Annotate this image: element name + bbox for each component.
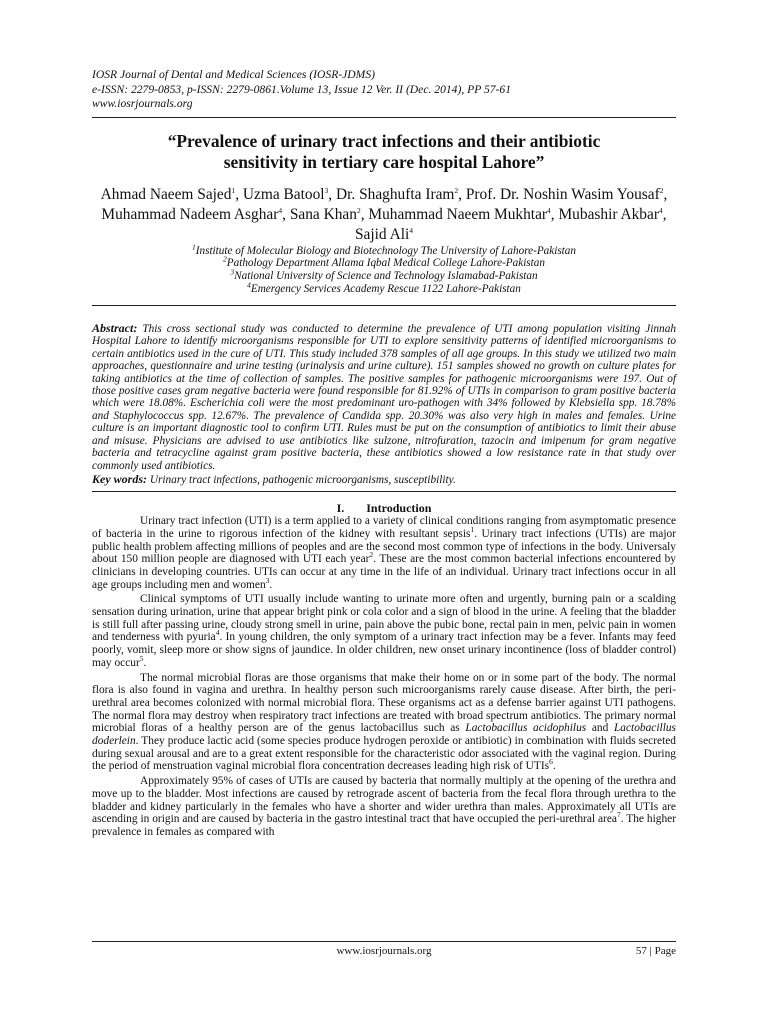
paragraph-text: Urinary tract infection (UTI) is a term applied to a variety of clinical conditions ranging from asymptomatic presence of bacteria in the urine to rigorous infection of the kidney with resultant sepsis xyxy=(92,515,676,540)
paragraph-text: . In young children, the only symptom of a urinary tract infection may be a fever. Infants may feed poorly, vomit, sleep more or show signs of jaundice. In older children, new onset urinary incontinence (loss of bladder control) may occur xyxy=(92,631,676,669)
author-name: Prof. Dr. Noshin Wasim Yousaf xyxy=(465,185,660,203)
affiliation-marker: 2 xyxy=(223,254,227,264)
footer-url: www.iosrjournals.org xyxy=(336,945,432,957)
journal-site: www.iosrjournals.org xyxy=(92,97,193,110)
keywords xyxy=(92,473,676,487)
affiliation-text: Emergency Services Academy Rescue 1122 Lahore-Pakistan xyxy=(250,282,521,295)
species-name: Lactobacillus acidophilus xyxy=(465,722,587,735)
author-affiliation-marker: 4 xyxy=(658,205,663,215)
affiliation-line xyxy=(92,241,676,258)
author-name: Muhammad Nadeem Asghar xyxy=(101,205,279,223)
introduction-body xyxy=(92,515,676,839)
affiliation-line xyxy=(92,280,676,296)
journal-header xyxy=(92,68,676,112)
paragraph-text: and xyxy=(586,722,614,735)
author-name: Dr. Shaghufta Iram xyxy=(336,185,455,203)
citation-marker: 6 xyxy=(549,757,553,767)
section-number: I. xyxy=(336,501,345,516)
abstract-label: Abstract: xyxy=(92,320,138,335)
author-affiliation-marker: 2 xyxy=(454,185,459,195)
header-rule xyxy=(92,117,676,118)
paragraph-text: Approximately 95% of cases of UTIs are caused by bacteria that normally multiply at the opening of the urethra and move up to the bladder. Most infections are caused by retrograde ascent of bacteria from the fecal flora through urethra to the bladder and kidney particularly in the females who have a shorter and wider urethra than males. Approximately all UTIs are ascending in origin and are caused by bacteria in the gastro intestinal tract that have occupied the peri-urethral area xyxy=(92,775,676,826)
paragraph-text: The normal microbial floras are those organisms that make their home on or in some part of the body. The normal flora is also found in vagina and urethra. In healthy person such microorganisms rarely cause disease. After birth, the peri-urethral area becomes colonized with normal microbial flora. These organisms act as a defense barrier against UTI pathogens. The normal flora may destroy when respiratory tract infections are treated with broad spectrum antibiotics. The primary normal microbial floras of a healthy person are of the genus lactobacillus such as xyxy=(92,671,676,735)
author-affiliation-marker: 2 xyxy=(659,185,664,195)
title-line-1: “Prevalence of urinary tract infections and their antibiotic xyxy=(167,130,601,151)
footer-page-number: 57 | Page xyxy=(635,945,676,957)
journal-issn: e-ISSN: 2279-0853, p-ISSN: 2279-0861.Volume 13, Issue 12 Ver. II (Dec. 2014), PP 57-61 xyxy=(92,82,512,96)
citation-marker: 3 xyxy=(265,575,270,585)
author-name: Mubashir Akbar xyxy=(558,205,659,223)
author-affiliation-marker: 4 xyxy=(547,205,551,215)
paragraph-text: . These are the most common bacterial infections encountered by clinicians in developing countries. UTIs can occur at any time in the life of an individual. Urinary tract infections occur in all age groups including men and women xyxy=(92,553,676,591)
affiliation-text: National University of Science and Technology Islamabad-Pakistan xyxy=(234,270,538,283)
abstract-text: This cross sectional study was conducted to determine the prevalence of UTI among population visiting Jinnah Hospital Lahore to identify microorganisms responsible for UTI to explore sensitivity patterns of identified microorganisms to certain antibiotics used in the cure of UTI. This study included 378 samples of all age groups. In this study we utilized two main approaches, questionnaire and urine testing (urinalysis and urine culture). 151 samples showed no growth on culture plates for taking antibiotics at the time of collection of samples. The positive samples for pathogenic microorganisms were 197. Out of those positive cases gram negative bacteria were found responsible for 81.92% of UTIs in comparison to gram positive bacteria which were 18.08%. Escherichia coli were the most predominant uro-pathogen with 34% followed by Klebsiella spp. 18.78% and Staphylococcus spp. 12.67%. The prevalence of Candida spp. 20.30% was also very high in males and females. Urine culture is an important diagnostic tool to confirm UTI. Rules must be put on the consumption of antibiotics to limit their abuse and misuse. Physicians are advised to use antibiotics like sulzone, nitrofuration, tazocin and imipenum for gram negative bacteria and tetracycline against gram positive bacteria, these antibiotics showed a low resistance rate in that study over commonly used antibiotics. xyxy=(92,322,677,472)
body-paragraph xyxy=(92,515,676,591)
paper-title xyxy=(92,131,676,174)
citation-marker: 1 xyxy=(470,525,475,535)
paragraph-text: . xyxy=(143,656,147,669)
affiliation-text: Institute of Molecular Biology and Biotechnology The University of Lahore-Pakistan xyxy=(195,244,576,257)
keywords-rule xyxy=(92,491,676,492)
author-affiliation-marker: 4 xyxy=(278,205,283,215)
affiliation-rule xyxy=(92,305,676,306)
author-name: Muhammad Naeem Mukhtar xyxy=(368,205,548,223)
paragraph-text: . Urinary tract infections (UTIs) are major public health problem affecting millions of peoples and are the second most common type of infections in the body. Universaly about 150 million people are diagnosed with UTI each year xyxy=(92,527,676,566)
section-title: Introduction xyxy=(366,501,432,516)
body-paragraph xyxy=(92,593,676,669)
citation-marker: 4 xyxy=(215,628,220,638)
affiliation-marker: 1 xyxy=(192,241,196,251)
page-footer xyxy=(92,941,676,959)
paper-page xyxy=(92,68,676,839)
affiliation-line xyxy=(92,267,676,283)
paragraph-text: Clinical symptoms of UTI usually include wanting to urinate more often and urgently, burning pain or a scalding sensation during urination, urine that appear bright pink or cola color and a sign of blood in the urine. A feeling that the bladder is still full after passing urine, cloudy strong smell in urine, pain above the pubic bone, rectal pain in men, pelvic pain in women and tenderness with pyuria xyxy=(92,593,676,644)
body-paragraph xyxy=(92,775,676,839)
paragraph-text: . The higher prevalence in females as compared with xyxy=(92,813,676,838)
species-name: Lactobacillus doderlein xyxy=(92,722,676,748)
body-paragraph xyxy=(92,672,676,774)
keywords-label: Key words: xyxy=(92,472,147,487)
citation-marker: 7 xyxy=(616,810,621,820)
citation-marker: 2 xyxy=(369,550,374,560)
author-affiliation-marker: 4 xyxy=(409,225,414,235)
author-list: Ahmad Naeem Sajed$^1$, Uzma Batool$^3$, Dr. Shaghufta Iram$^2$, Prof. Dr. Noshin Wasim Yousaf$^2$, Muhammad Nadeem Asghar$^4$, Sana Khan$^2$, Muhammad Naeem Mukhtar$^4$, Mubashir Akbar$^4$, Sajid Ali$^4$ xyxy=(100,185,668,243)
paragraph-text: . xyxy=(552,760,556,773)
affiliation-line xyxy=(92,254,676,270)
author-affiliation-marker: 1 xyxy=(231,185,236,195)
affiliation-marker: 4 xyxy=(247,280,251,290)
citation-marker: 5 xyxy=(139,654,144,664)
author-name: Sana Khan xyxy=(289,205,357,223)
abstract xyxy=(92,322,676,472)
keywords-text: Urinary tract infections, pathogenic microorganisms, susceptibility. xyxy=(149,474,456,487)
title-line-2: sensitivity in tertiary care hospital Lahore” xyxy=(223,152,545,172)
journal-name: IOSR Journal of Dental and Medical Sciences (IOSR-JDMS) xyxy=(92,68,375,81)
author-name: Uzma Batool xyxy=(242,185,325,203)
paragraph-text: . They produce lactic acid (some species produce hydrogen peroxide or antibiotic) in combination with fluids secreted during sexual arousal and are to a great extent responsible for the characteristic odor associated with the vaginal region. During the period of menstruation vaginal microbial flora concentration decreases leading high risk of UTIs xyxy=(92,735,676,773)
affiliation-text: Pathology Department Allama Iqbal Medical College Lahore-Pakistan xyxy=(226,257,545,270)
affiliation-list xyxy=(92,241,676,296)
author-name: Sajid Ali xyxy=(354,225,410,243)
author-affiliation-marker: 2 xyxy=(356,205,361,215)
author-affiliation-marker: 3 xyxy=(324,185,329,195)
affiliation-marker: 3 xyxy=(230,267,235,277)
paragraph-text: . xyxy=(269,578,273,591)
section-heading xyxy=(92,501,676,515)
author-name: Ahmad Naeem Sajed xyxy=(100,185,232,203)
